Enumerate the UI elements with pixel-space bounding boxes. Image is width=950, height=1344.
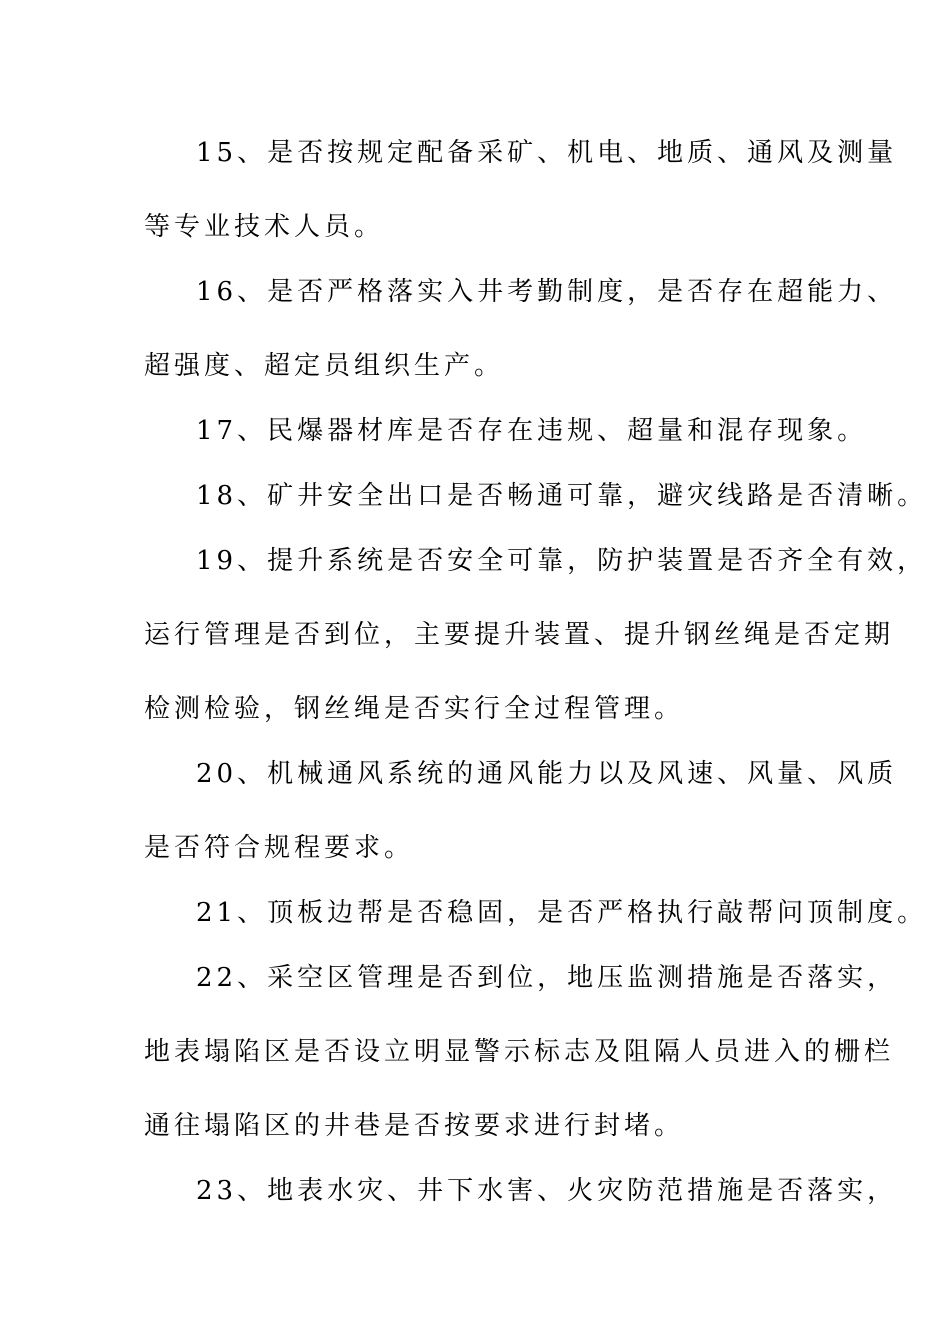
item-19-line-2: 运行管理是否到位，主要提升装置、提升钢丝绳是否定期 [144,620,895,650]
item-16-line-1: 16、是否严格落实入井考勤制度，是否存在超能力、 [196,277,898,307]
item-15-line-1: 15、是否按规定配备采矿、机电、地质、通风及测量 [196,138,898,168]
item-22-line-1: 22、采空区管理是否到位，地压监测措施是否落实， [196,963,898,993]
item-18-line-1: 18、矿井安全出口是否畅通可靠，避灾线路是否清晰。 [196,481,928,511]
item-21-line-1: 21、顶板边帮是否稳固，是否严格执行敲帮问顶制度。 [196,898,928,928]
item-22-line-3: 通往塌陷区的井巷是否按要求进行封堵。 [144,1111,685,1141]
item-17-line-1: 17、民爆器材库是否存在违规、超量和混存现象。 [196,416,868,446]
item-23-line-1: 23、地表水灾、井下水害、火灾防范措施是否落实， [196,1176,898,1206]
item-22-line-2: 地表塌陷区是否设立明显警示标志及阻隔人员进入的栅栏 [144,1037,895,1067]
item-20-line-1: 20、机械通风系统的通风能力以及风速、风量、风质 [196,759,898,789]
item-19-line-3: 检测检验，钢丝绳是否实行全过程管理。 [144,694,685,724]
item-15-line-2: 等专业技术人员。 [144,212,385,242]
item-16-line-2: 超强度、超定员组织生产。 [144,351,505,381]
item-19-line-1: 19、提升系统是否安全可靠，防护装置是否齐全有效， [196,546,928,576]
item-20-line-2: 是否符合规程要求。 [144,833,415,863]
